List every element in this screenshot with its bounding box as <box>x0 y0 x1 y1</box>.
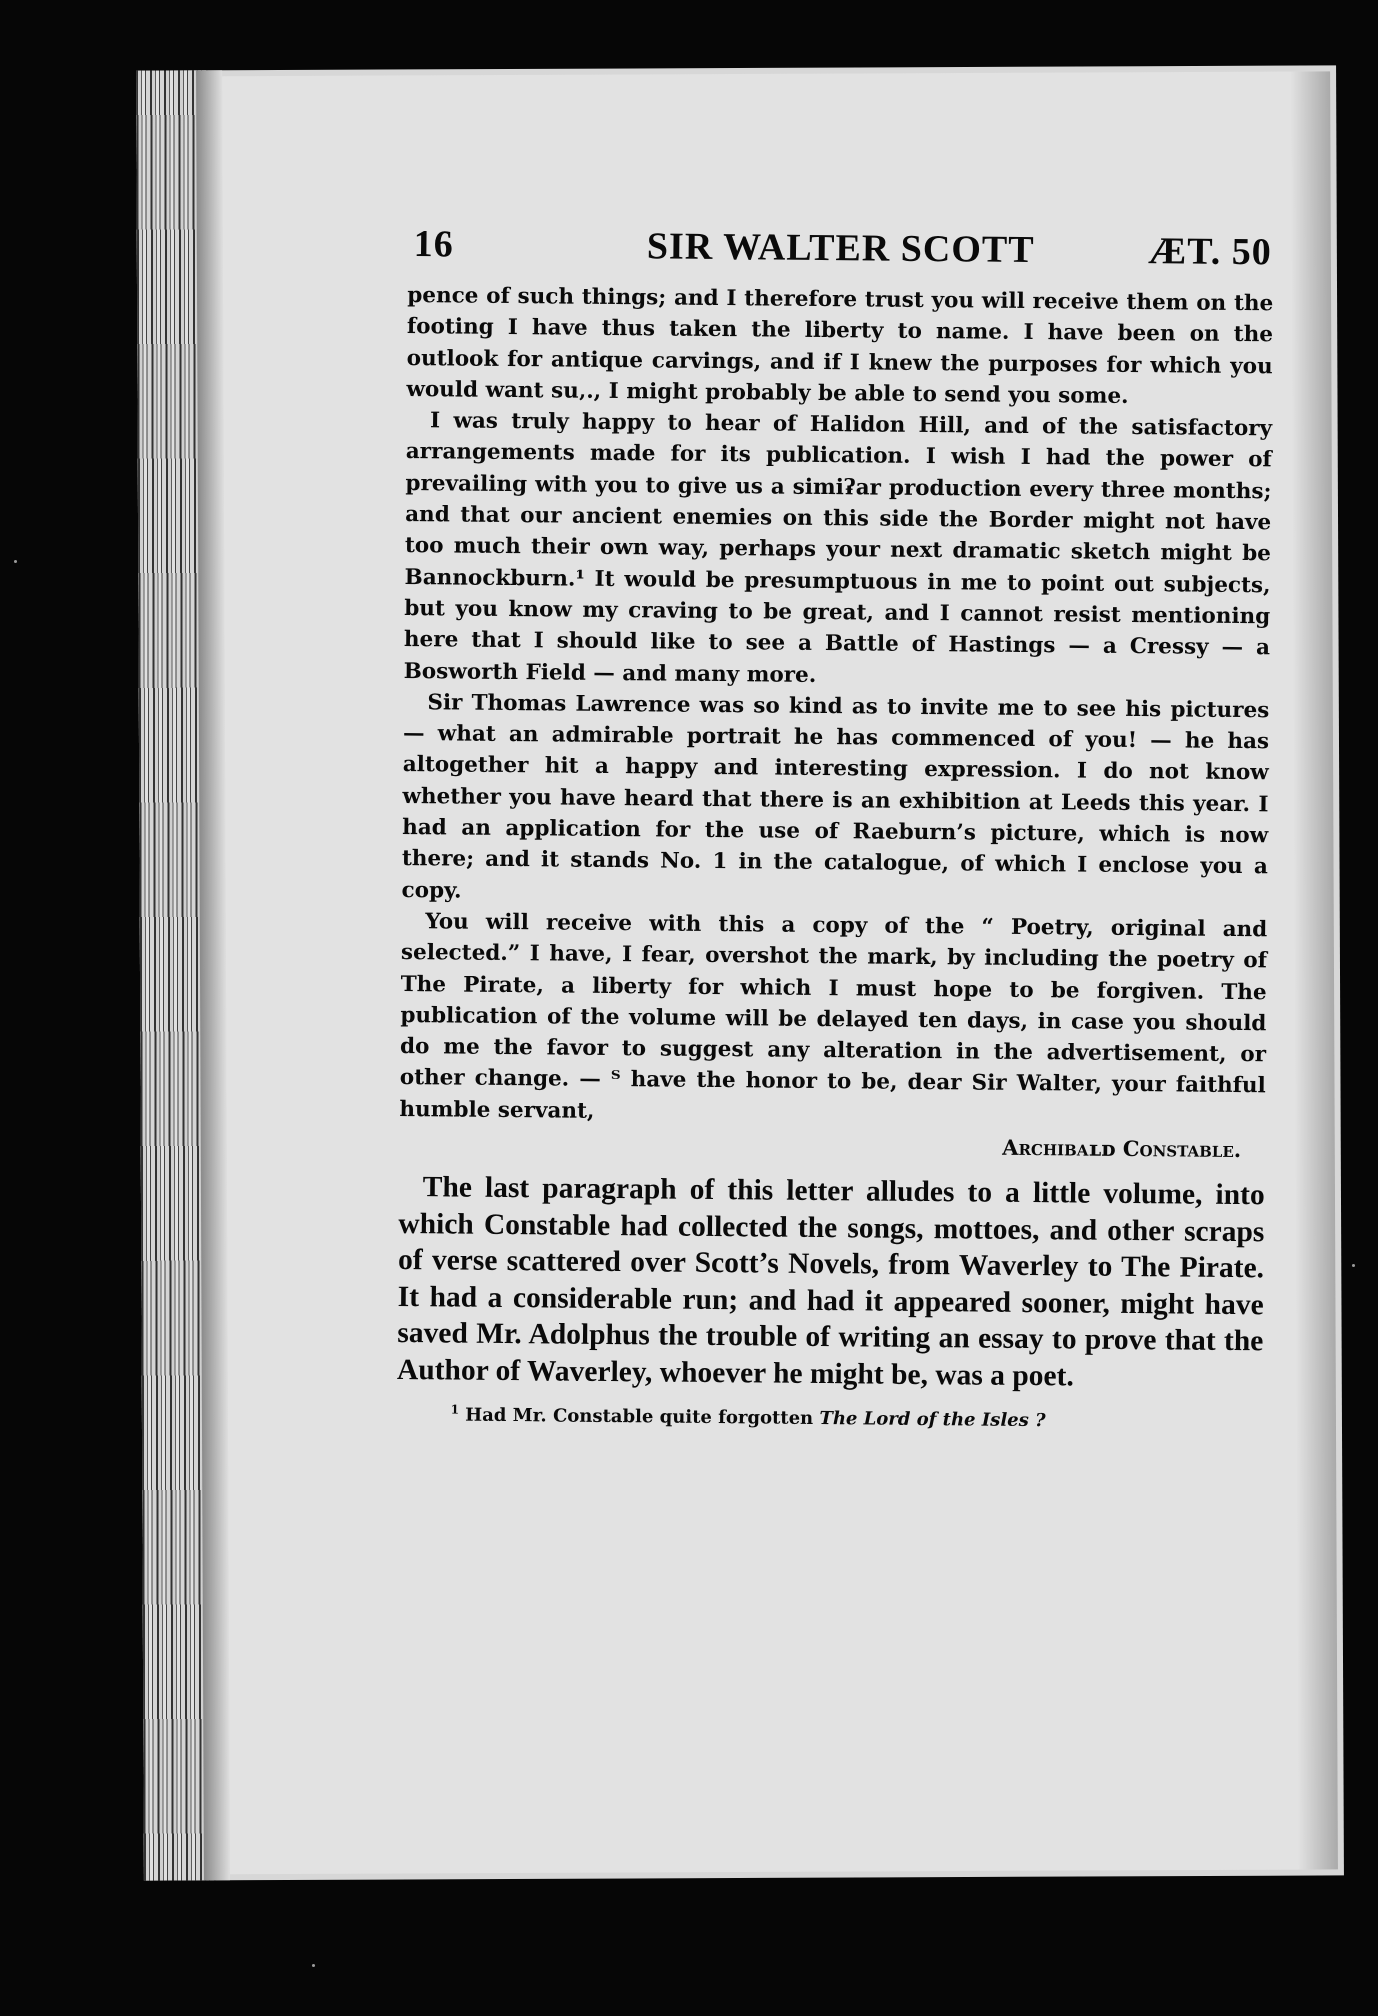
footnote-marker: 1 <box>450 1402 460 1417</box>
footnote-text: Had Mr. Constable quite forgotten <box>465 1404 814 1429</box>
narrative-paragraph: The last paragraph of this letter alludes to a little volume, into which Constable had collected the songs, mottoes, and other scraps of verse scattered over Scott’s Novels, from Waverley to The Pirate. It had a considerable run; and had it appeared sooner, might have saved Mr. Adolphus the trouble of writing an essay to prove that the Author of Waverley, whoever he might be, was a poet. <box>396 1171 1265 1392</box>
running-head <box>407 222 1274 288</box>
text-block <box>396 222 1274 1436</box>
letter-paragraph: I was truly happy to hear of Halidon Hill, and of the satisfactory arrangements made for its publication. I wish I had the power of prevailing with you to give us a simiʡar production every three months; and that our ancient enemies on this side the Border might not have too much their own way, perhaps your next dramatic sketch might be Bannockburn.¹ It would be presumptuous in me to point out subjects, but you know my craving to be great, and I cannot resist mentioning here that I should like to see a Battle of Hastings — a Cressy — a Bosworth Field — and many more. <box>403 408 1273 688</box>
letter-text <box>399 280 1273 1133</box>
running-head-title: SIR WALTER SCOTT <box>646 225 1035 272</box>
letter-paragraph: Sir Thomas Lawrence was so kind as to invite me to see his pictures — what an admirable portrait he has commenced of you! — he has altogether hit a happy and interesting expression. I do not know whether you have heard that there is an exhibition at Leeds this year. I had an application for the use of Raeburn’s picture, which is now there; and it stands No. 1 in the catalogue, of which I enclose you a copy. <box>401 690 1270 904</box>
page-number: 16 <box>413 223 454 266</box>
letter-paragraph: pence of such things; and I therefore trust you will receive them on the footing I have thus taken the liberty to name. I have been on the outlook for antique carvings, and if I knew the purposes for which you would want su‚., I might probably be able to send you some. <box>406 282 1274 409</box>
page-shade <box>1290 71 1338 1869</box>
letter-signature: Archibaʟᴅ Constable. <box>1002 1134 1242 1163</box>
running-head-age: ÆT. 50 <box>1148 230 1272 274</box>
footnote-title: The Lord of the Isles ? <box>819 1408 1046 1432</box>
letter-paragraph: You will receive with this a copy of the “ Poetry, original and selected.” I have, I fear, overshot the mark, by including the poetry of The Pirate, a liberty for which I must hope to be forgiven. The publication of the volume will be delayed ten days, in case you should do me the favor to suggest any alteration in the advertisement, or other change. — ᵀ have the honor to be, dear Sir Walter, your faithful humble servant, <box>399 909 1268 1124</box>
